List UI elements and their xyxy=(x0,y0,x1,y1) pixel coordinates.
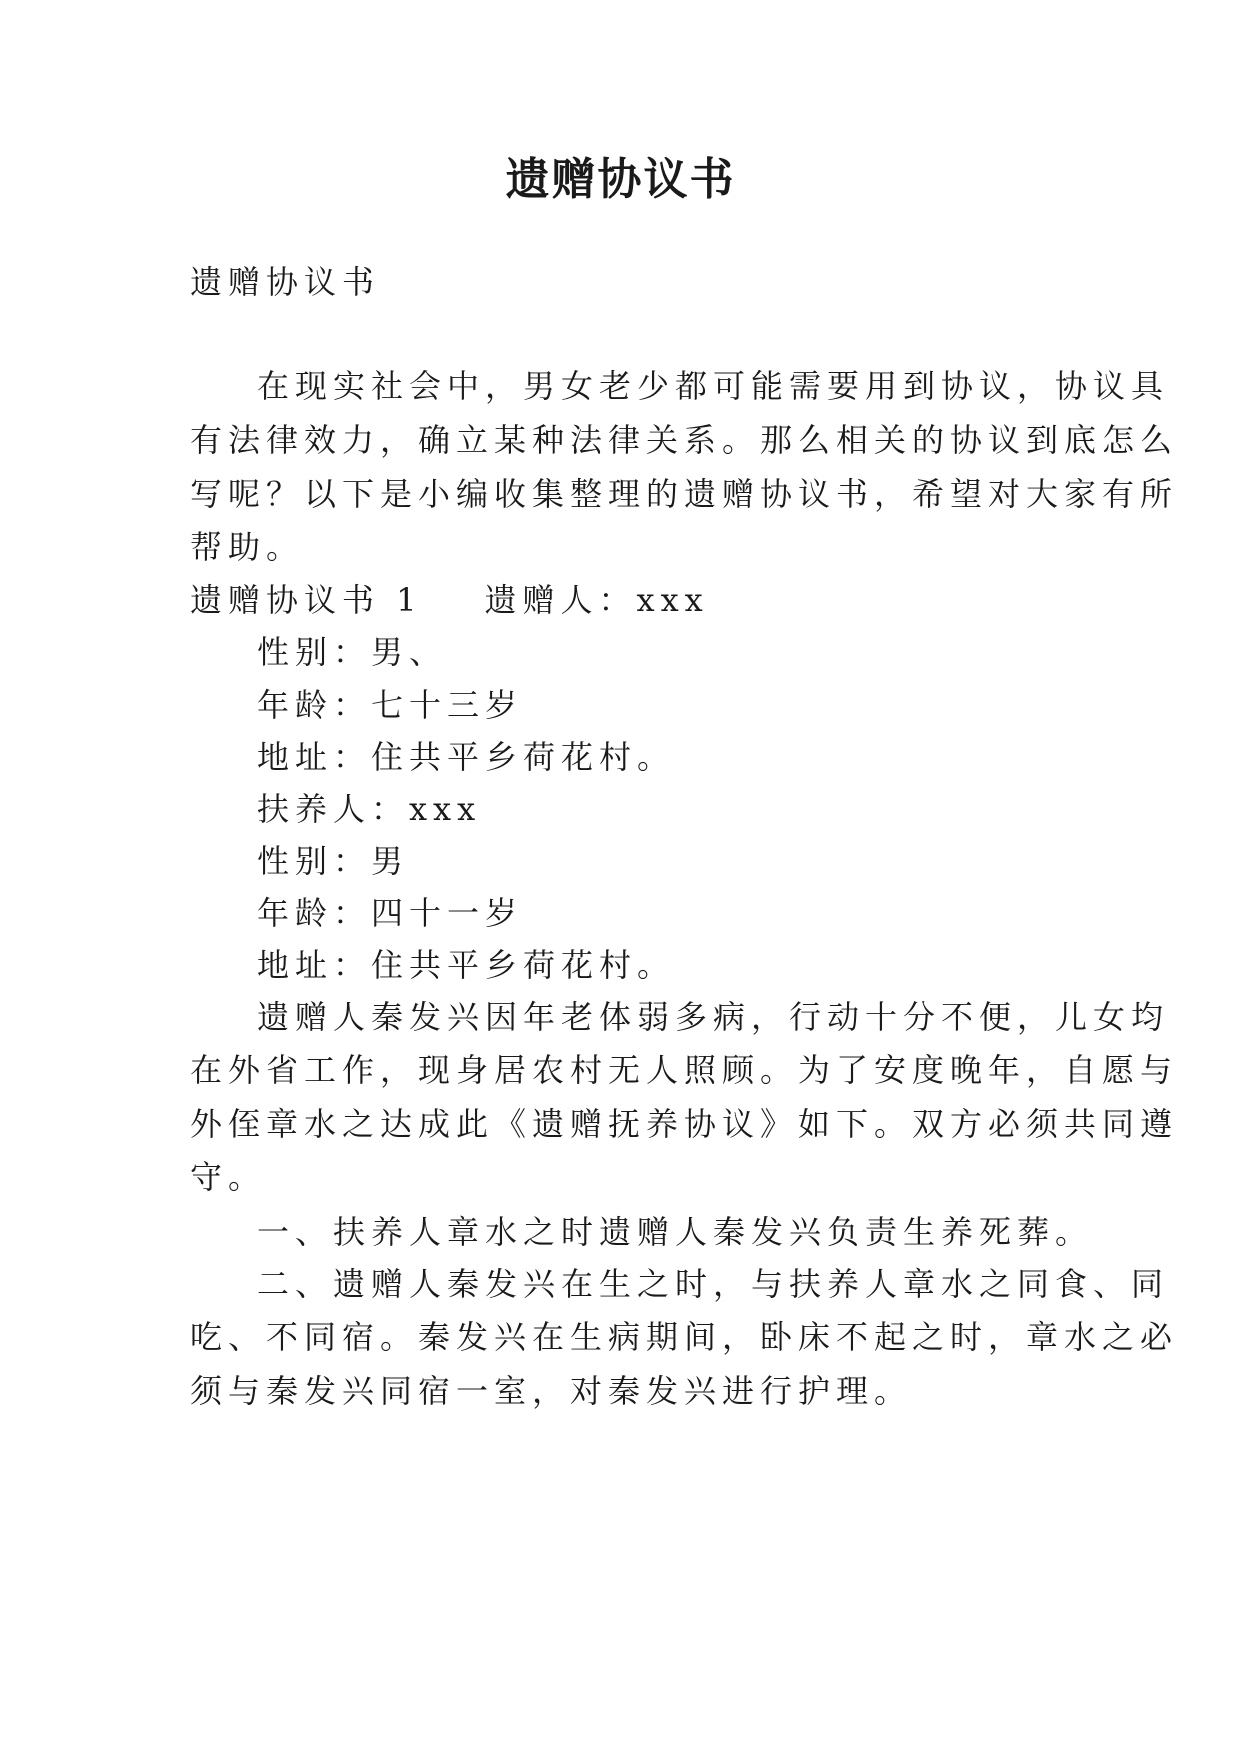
section-1-heading-row xyxy=(190,580,1050,620)
bequeather-label: 遗赠人：xxx xyxy=(484,581,709,619)
field-gender-2: 性别：男 xyxy=(257,842,410,880)
intro-line-1: 在现实社会中，男女老少都可能需要用到协议，协议具 xyxy=(257,367,1170,405)
intro-line-3: 写呢？以下是小编收集整理的遗赠协议书，希望对大家有所 xyxy=(190,475,1179,513)
subheading: 遗赠协议书 xyxy=(190,263,381,301)
body-line-4: 守。 xyxy=(190,1158,267,1196)
intro-line-2: 有法律效力，确立某种法律关系。那么相关的协议到底怎么 xyxy=(190,421,1179,459)
field-age-1: 年龄：七十三岁 xyxy=(257,686,524,724)
clause-2-line-1: 二、遗赠人秦发兴在生之时，与扶养人章水之同食、同 xyxy=(257,1265,1170,1303)
clause-2-line-3: 须与秦发兴同宿一室，对秦发兴进行护理。 xyxy=(190,1372,913,1410)
clause-1: 一、扶养人章水之时遗赠人秦发兴负责生养死葬。 xyxy=(257,1213,1094,1251)
body-line-2: 在外省工作，现身居农村无人照顾。为了安度晚年，自愿与 xyxy=(190,1051,1179,1089)
section-1-heading: 遗赠协议书 1 xyxy=(190,581,423,619)
body-line-1: 遗赠人秦发兴因年老体弱多病，行动十分不便，儿女均 xyxy=(257,998,1170,1036)
intro-line-4: 帮助。 xyxy=(190,528,305,566)
clause-2-line-2: 吃、不同宿。秦发兴在生病期间，卧床不起之时，章水之必 xyxy=(190,1318,1179,1356)
body-line-3: 外侄章水之达成此《遗赠抚养协议》如下。双方必须共同遵 xyxy=(190,1105,1179,1143)
field-age-2: 年龄：四十一岁 xyxy=(257,894,524,932)
field-gender-1: 性别：男、 xyxy=(257,633,448,671)
field-supporter: 扶养人：xxx xyxy=(257,790,482,828)
field-address-1: 地址：住共平乡荷花村。 xyxy=(257,738,676,776)
field-address-2: 地址：住共平乡荷花村。 xyxy=(257,946,676,984)
document-title: 遗赠协议书 xyxy=(505,154,736,205)
